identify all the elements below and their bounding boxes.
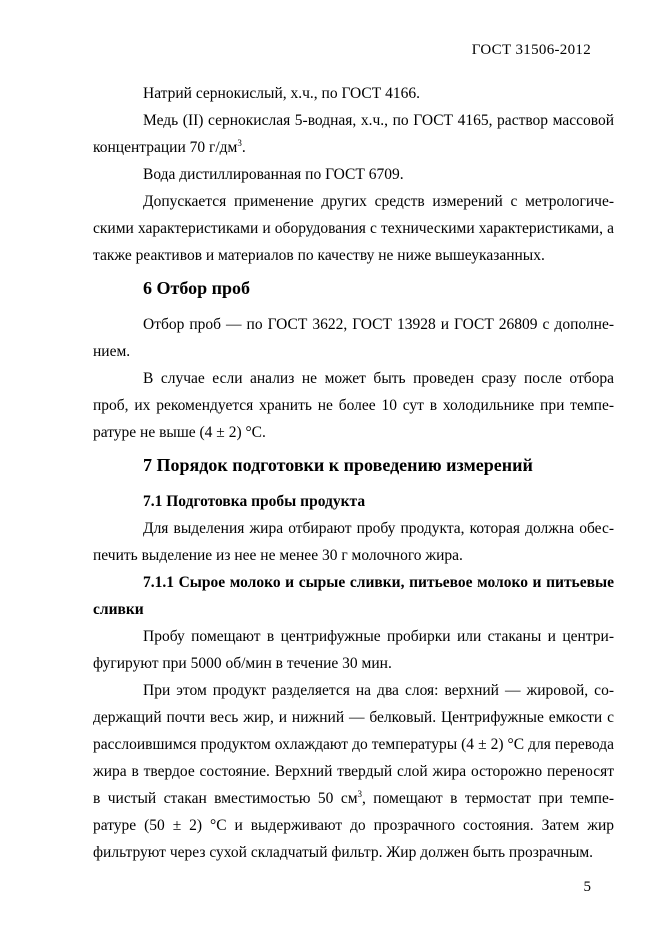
section-heading-7: 7 Порядок подготовки к проведению измерений [143, 455, 533, 475]
paragraph-reagent-copper-sulfate [93, 107, 614, 161]
paragraph-reagent-water: Вода дистиллированная по ГОСТ 6709. [143, 166, 404, 183]
paragraph-separation [93, 677, 614, 866]
paragraph-text: Медь (II) сернокислая 5-водная, х.ч., по ГОСТ 4165, раствор массовой концентрации 70 г/дм [93, 112, 614, 156]
paragraph-sample-storage: В случае если анализ не может быть проведен сразу после отбора проб, их рекомендуется хранить не более 10 сут в холодильнике при температуре не выше (4 ± 2) °С. [93, 370, 614, 441]
superscript: 3 [237, 138, 242, 148]
paragraph-sampling: Отбор проб — по ГОСТ 3622, ГОСТ 13928 и ГОСТ 26809 с дополнением. [93, 316, 614, 360]
paragraph-centrifuge: Пробу помещают в центрифужные пробирки или стаканы и центрифугируют при 5000 об/мин в течение 30 мин. [93, 628, 614, 672]
page-body [93, 80, 614, 866]
document-code-header: ГОСТ 31506-2012 [471, 42, 591, 58]
superscript: 3 [357, 789, 363, 799]
page-number: 5 [583, 879, 591, 895]
paragraph-fat-extraction: Для выделения жира отбирают пробу продукта, которая должна обеспечить выделение из нее не менее 30 г молочного жира. [93, 520, 614, 564]
paragraph-reagent-sodium-sulfate: Натрий сернокислый, х.ч., по ГОСТ 4166. [143, 85, 420, 102]
subsection-heading-7-1: 7.1 Подготовка пробы продукта [143, 493, 366, 510]
section-heading-6: 6 Отбор проб [143, 278, 250, 298]
paragraph-text-end: . [241, 139, 246, 156]
paragraph-alternatives: Допускается применение других средств измерений с метрологическими характеристиками и оборудования с техническими характеристиками, а также реактивов и материалов по качеству не ниже вышеуказанных. [93, 193, 614, 264]
paragraph-text: При этом продукт разделяется на два слоя: верхний — жировой, содержащий почти весь жир, и нижний — белковый. Центрифужные емкости с расслоившимся продуктом охлаждают до температуры (4 ± 2) °С для перевода жира в твердое состояние. Верхний твердый слой жира осторожно переносят в чистый стакан вместимостью 50 см [93, 682, 614, 807]
paragraph-text-end: , помещают в термостат при температуре (50 ± 2) °С и выдерживают до прозрачного состояния. Затем жир фильтруют через сухой складчатый фильтр. Жир должен быть прозрачным. [93, 790, 614, 861]
subsection-heading-7-1-1: 7.1.1 Сырое молоко и сырые сливки, питьевое молоко и питьевые сливки [93, 574, 614, 618]
